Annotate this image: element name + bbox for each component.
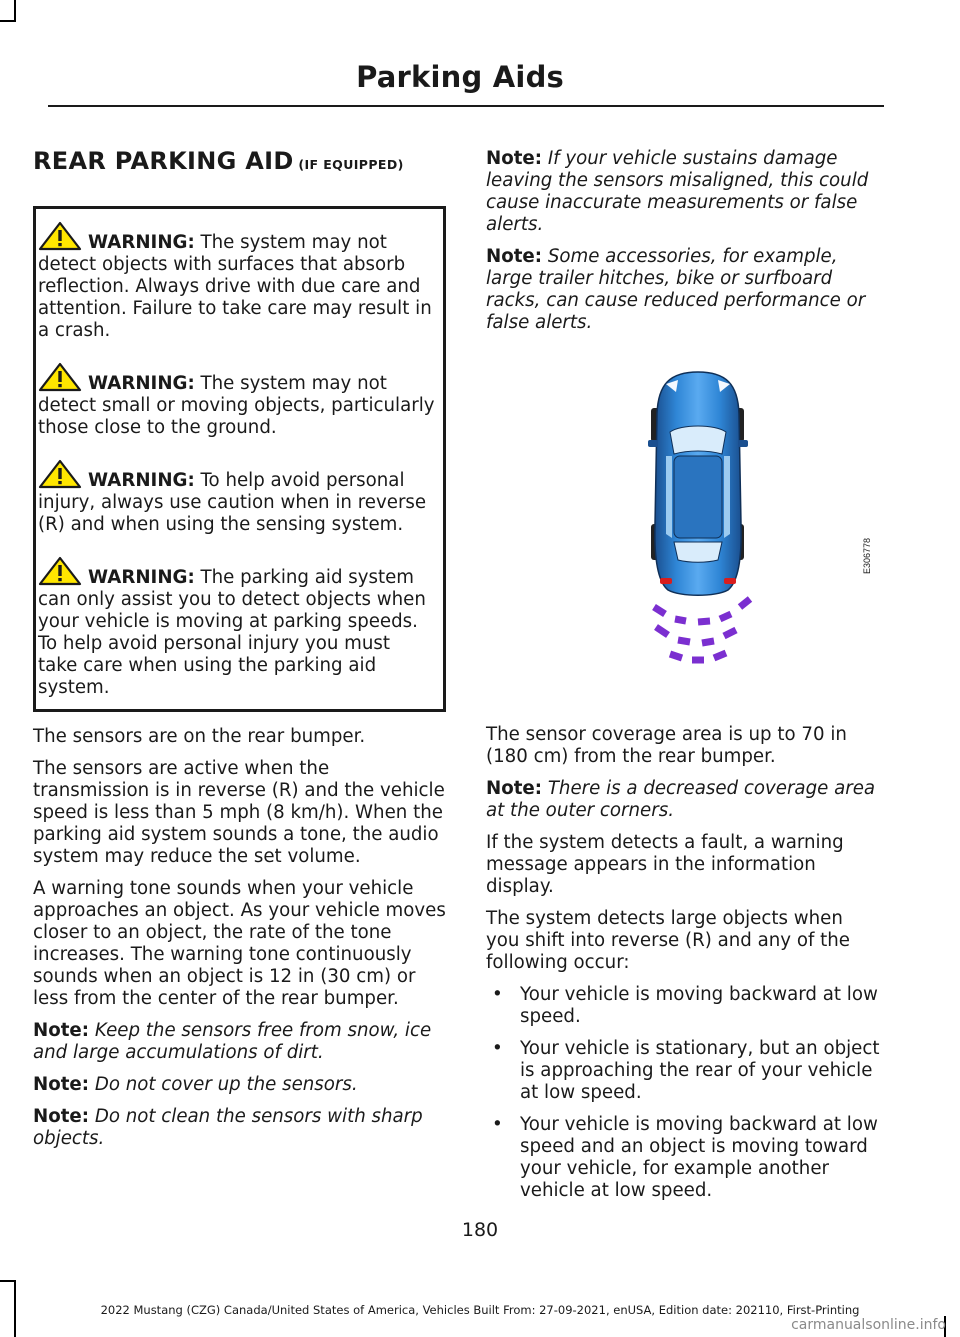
warning-item [38, 221, 435, 342]
warning-label: WARNING: [88, 470, 195, 491]
note [33, 1074, 446, 1096]
bullet-marker: • [492, 1114, 503, 1135]
sensor-waves [654, 599, 750, 660]
note [33, 1106, 446, 1150]
note-text: Some accessories, for example, large trailer hitches, bike or surfboard racks, can cause reduced performance or false alerts. [486, 246, 866, 333]
note [486, 246, 882, 334]
warning-text: To help avoid personal injury, always use caution when in reverse (R) and when using the sensing system. [38, 470, 427, 535]
section-title: REAR PARKING AID (IF EQUIPPED) [33, 147, 404, 175]
body-paragraph: The sensor coverage area is up to 70 in (180 cm) from the rear bumper. [486, 724, 847, 767]
note-label: Note: [33, 1074, 90, 1095]
note-label: Note: [486, 148, 543, 169]
crop-mark [0, 20, 16, 22]
list-item: • Your vehicle is moving backward at low speed. [492, 984, 878, 1027]
warning-item [38, 556, 435, 699]
warning-item [38, 459, 435, 536]
figure-label: E306778 [862, 537, 872, 574]
list-item: • Your vehicle is stationary, but an object is approaching the rear of your vehicle at low speed. [492, 1038, 880, 1103]
warning-label: WARNING: [88, 567, 195, 588]
body-paragraph: A warning tone sounds when your vehicle approaches an object. As your vehicle moves closer to an object, the rate of the tone increases. The warning tone continuously sounds when an object is 12 in (30 cm) or less from the center of the rear bumper. [33, 878, 446, 1009]
note-text: Do not clean the sensors with sharp objects. [33, 1106, 423, 1149]
note-text: Keep the sensors free from snow, ice and large accumulations of dirt. [33, 1020, 432, 1063]
bullet-list [486, 984, 882, 1202]
page-footer: 2022 Mustang (CZG) Canada/United States of America, Vehicles Built From: 27-09-2021, enUSA, Edition date: 202110, First-Printing [100, 1303, 860, 1317]
page-header-title: Parking Aids [356, 60, 564, 94]
note [486, 778, 882, 822]
warning-label: WARNING: [88, 373, 195, 394]
warning-box [33, 206, 446, 712]
car-top-view-illustration [486, 344, 882, 692]
warning-text: The parking aid system can only assist you to detect objects when your vehicle is moving at parking speeds. To help avoid personal injury you must take care when using the parking aid system. [38, 567, 426, 698]
note [33, 1020, 446, 1064]
right-column [486, 148, 882, 1212]
body-paragraph: The system detects large objects when you shift into reverse (R) and any of the following occur: [486, 908, 850, 973]
section-qualifier: (IF EQUIPPED) [293, 157, 404, 172]
warning-triangle-icon [38, 221, 82, 251]
bullet-marker: • [492, 1038, 503, 1059]
note-label: Note: [33, 1106, 90, 1127]
note-text: Do not cover up the sensors. [89, 1074, 358, 1095]
body-paragraph: The sensors are active when the transmission is in reverse (R) and the vehicle speed is less than 5 mph (8 km/h). When the parking aid system sounds a tone, the audio system may reduce the set volume. [33, 758, 445, 867]
warning-item [38, 362, 435, 439]
warning-text: The system may not detect objects with surfaces that absorb reflection. Always drive with due care and attention. Failure to take care may result in a crash. [38, 232, 432, 341]
left-column [33, 146, 446, 1160]
header-divider [48, 105, 884, 107]
rear-parking-sensor-figure [486, 344, 882, 692]
warning-text: The system may not detect small or moving objects, particularly those close to the ground. [38, 373, 435, 438]
crop-mark [14, 0, 16, 20]
note-text: There is a decreased coverage area at the outer corners. [486, 778, 876, 821]
body-paragraph: The sensors are on the rear bumper. [33, 726, 366, 747]
watermark: carmanualsonline.info [791, 1317, 946, 1333]
note-text: If your vehicle sustains damage leaving the sensors misaligned, this could cause inaccurate measurements or false alerts. [486, 148, 869, 235]
note-label: Note: [33, 1020, 90, 1041]
list-item: • Your vehicle is moving backward at low speed and an object is moving toward your vehicle, for example another vehicle at low speed. [492, 1114, 878, 1201]
warning-triangle-icon [38, 459, 82, 489]
warning-label: WARNING: [88, 232, 195, 253]
bullet-marker: • [492, 984, 503, 1005]
note-label: Note: [486, 246, 543, 267]
page-number: 180 [461, 1219, 499, 1241]
warning-triangle-icon [38, 556, 82, 586]
body-paragraph: If the system detects a fault, a warning message appears in the information display. [486, 832, 844, 897]
note-label: Note: [486, 778, 543, 799]
crop-mark [0, 1280, 16, 1282]
note [486, 148, 882, 236]
warning-triangle-icon [38, 362, 82, 392]
